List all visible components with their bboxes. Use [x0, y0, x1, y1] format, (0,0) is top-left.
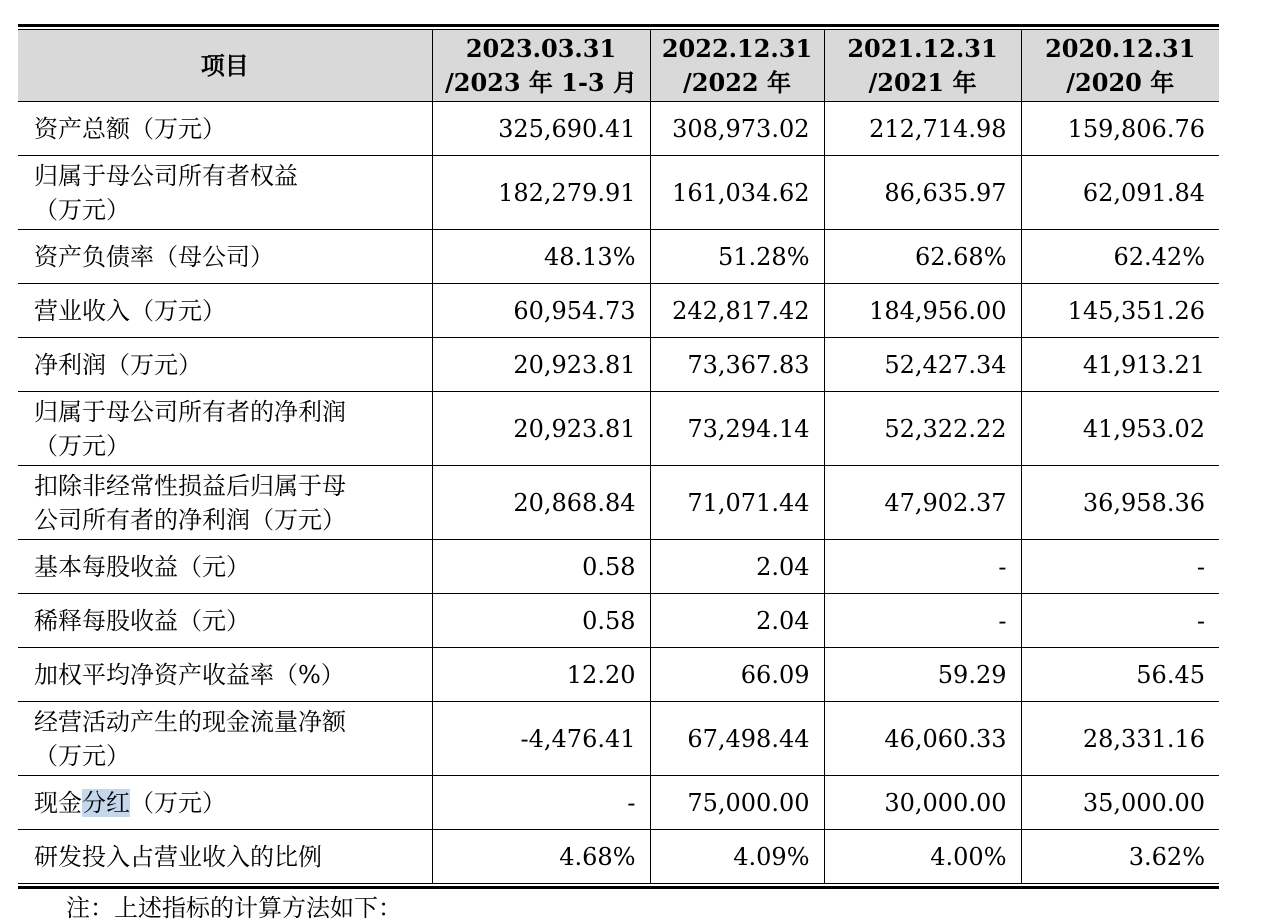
table-cell: 20,868.84 [432, 466, 650, 540]
header-2021: 2021.12.31 /2021 年 [824, 30, 1021, 102]
table-cell: 73,294.14 [650, 392, 824, 466]
table-cell: 182,279.91 [432, 156, 650, 230]
row-label-revenue: 营业收入（万元） [18, 284, 432, 338]
table-cell: 62,091.84 [1021, 156, 1219, 230]
table-cell: 20,923.81 [432, 338, 650, 392]
table-cell: -4,476.41 [432, 702, 650, 776]
header-2023q1: 2023.03.31 /2023 年 1-3 月 [432, 30, 650, 102]
row-label-roe: 加权平均净资产收益率（%） [18, 648, 432, 702]
table-row [18, 830, 1219, 884]
table-cell: 73,367.83 [650, 338, 824, 392]
table-header-row [18, 30, 1219, 102]
table-cell: 66.09 [650, 648, 824, 702]
table-row [18, 702, 1219, 776]
financial-indicators-table-wrapper [18, 24, 1219, 889]
row-label-parent-equity: 归属于母公司所有者权益 （万元） [18, 156, 432, 230]
table-cell: 75,000.00 [650, 776, 824, 830]
row-label-total-assets: 资产总额（万元） [18, 102, 432, 156]
table-cell: 86,635.97 [824, 156, 1021, 230]
table-row [18, 540, 1219, 594]
row-label-operating-cash-flow: 经营活动产生的现金流量净额 （万元） [18, 702, 432, 776]
table-cell: 20,923.81 [432, 392, 650, 466]
table-row [18, 102, 1219, 156]
table-cell: 52,322.22 [824, 392, 1021, 466]
table-cell: 145,351.26 [1021, 284, 1219, 338]
table-cell: 46,060.33 [824, 702, 1021, 776]
header-2020: 2020.12.31 /2020 年 [1021, 30, 1219, 102]
table-cell: 12.20 [432, 648, 650, 702]
table-cell: 48.13% [432, 230, 650, 284]
row-label-diluted-eps: 稀释每股收益（元） [18, 594, 432, 648]
table-cell: 62.68% [824, 230, 1021, 284]
table-cell: 184,956.00 [824, 284, 1021, 338]
table-cell: 4.68% [432, 830, 650, 884]
table-row [18, 776, 1219, 830]
table-cell: 60,954.73 [432, 284, 650, 338]
table-cell: 56.45 [1021, 648, 1219, 702]
table-cell: - [824, 594, 1021, 648]
table-cell: 71,071.44 [650, 466, 824, 540]
header-item: 项目 [18, 30, 432, 102]
table-cell: 62.42% [1021, 230, 1219, 284]
table-cell: 35,000.00 [1021, 776, 1219, 830]
table-cell: 52,427.34 [824, 338, 1021, 392]
table-cell: 4.09% [650, 830, 824, 884]
table-row [18, 466, 1219, 540]
table-row [18, 392, 1219, 466]
row-label-cash-dividend: 现金分红（万元） [18, 776, 432, 830]
bottom-rule [18, 886, 1219, 889]
table-cell: 161,034.62 [650, 156, 824, 230]
table-cell: - [824, 540, 1021, 594]
table-cell: 47,902.37 [824, 466, 1021, 540]
table-row [18, 230, 1219, 284]
row-label-rd-ratio: 研发投入占营业收入的比例 [18, 830, 432, 884]
table-cell: 36,958.36 [1021, 466, 1219, 540]
table-row [18, 648, 1219, 702]
table-cell: 2.04 [650, 594, 824, 648]
table-cell: 242,817.42 [650, 284, 824, 338]
table-cell: 212,714.98 [824, 102, 1021, 156]
table-cell: 3.62% [1021, 830, 1219, 884]
table-cell: 28,331.16 [1021, 702, 1219, 776]
table-row [18, 338, 1219, 392]
table-cell: 308,973.02 [650, 102, 824, 156]
row-label-debt-ratio: 资产负债率（母公司） [18, 230, 432, 284]
table-cell: 325,690.41 [432, 102, 650, 156]
table-cell: - [1021, 594, 1219, 648]
table-cell: 30,000.00 [824, 776, 1021, 830]
row-label-basic-eps: 基本每股收益（元） [18, 540, 432, 594]
table-cell: 159,806.76 [1021, 102, 1219, 156]
table-cell: - [432, 776, 650, 830]
table-cell: 41,913.21 [1021, 338, 1219, 392]
table-cell: 0.58 [432, 540, 650, 594]
table-cell: 4.00% [824, 830, 1021, 884]
table-row [18, 594, 1219, 648]
table-cell: - [1021, 540, 1219, 594]
table-footnote: 注：上述指标的计算方法如下： [66, 894, 402, 922]
header-2022: 2022.12.31 /2022 年 [650, 30, 824, 102]
text-selection-highlight[interactable]: 分红 [82, 788, 130, 817]
row-label-parent-net-profit: 归属于母公司所有者的净利润 （万元） [18, 392, 432, 466]
table-cell: 2.04 [650, 540, 824, 594]
table-cell: 41,953.02 [1021, 392, 1219, 466]
table-row [18, 284, 1219, 338]
row-label-deducted-net-profit: 扣除非经常性损益后归属于母 公司所有者的净利润（万元） [18, 466, 432, 540]
table-cell: 67,498.44 [650, 702, 824, 776]
financial-indicators-table [18, 30, 1219, 883]
table-cell: 0.58 [432, 594, 650, 648]
table-row [18, 156, 1219, 230]
table-cell: 51.28% [650, 230, 824, 284]
row-label-net-profit: 净利润（万元） [18, 338, 432, 392]
table-cell: 59.29 [824, 648, 1021, 702]
